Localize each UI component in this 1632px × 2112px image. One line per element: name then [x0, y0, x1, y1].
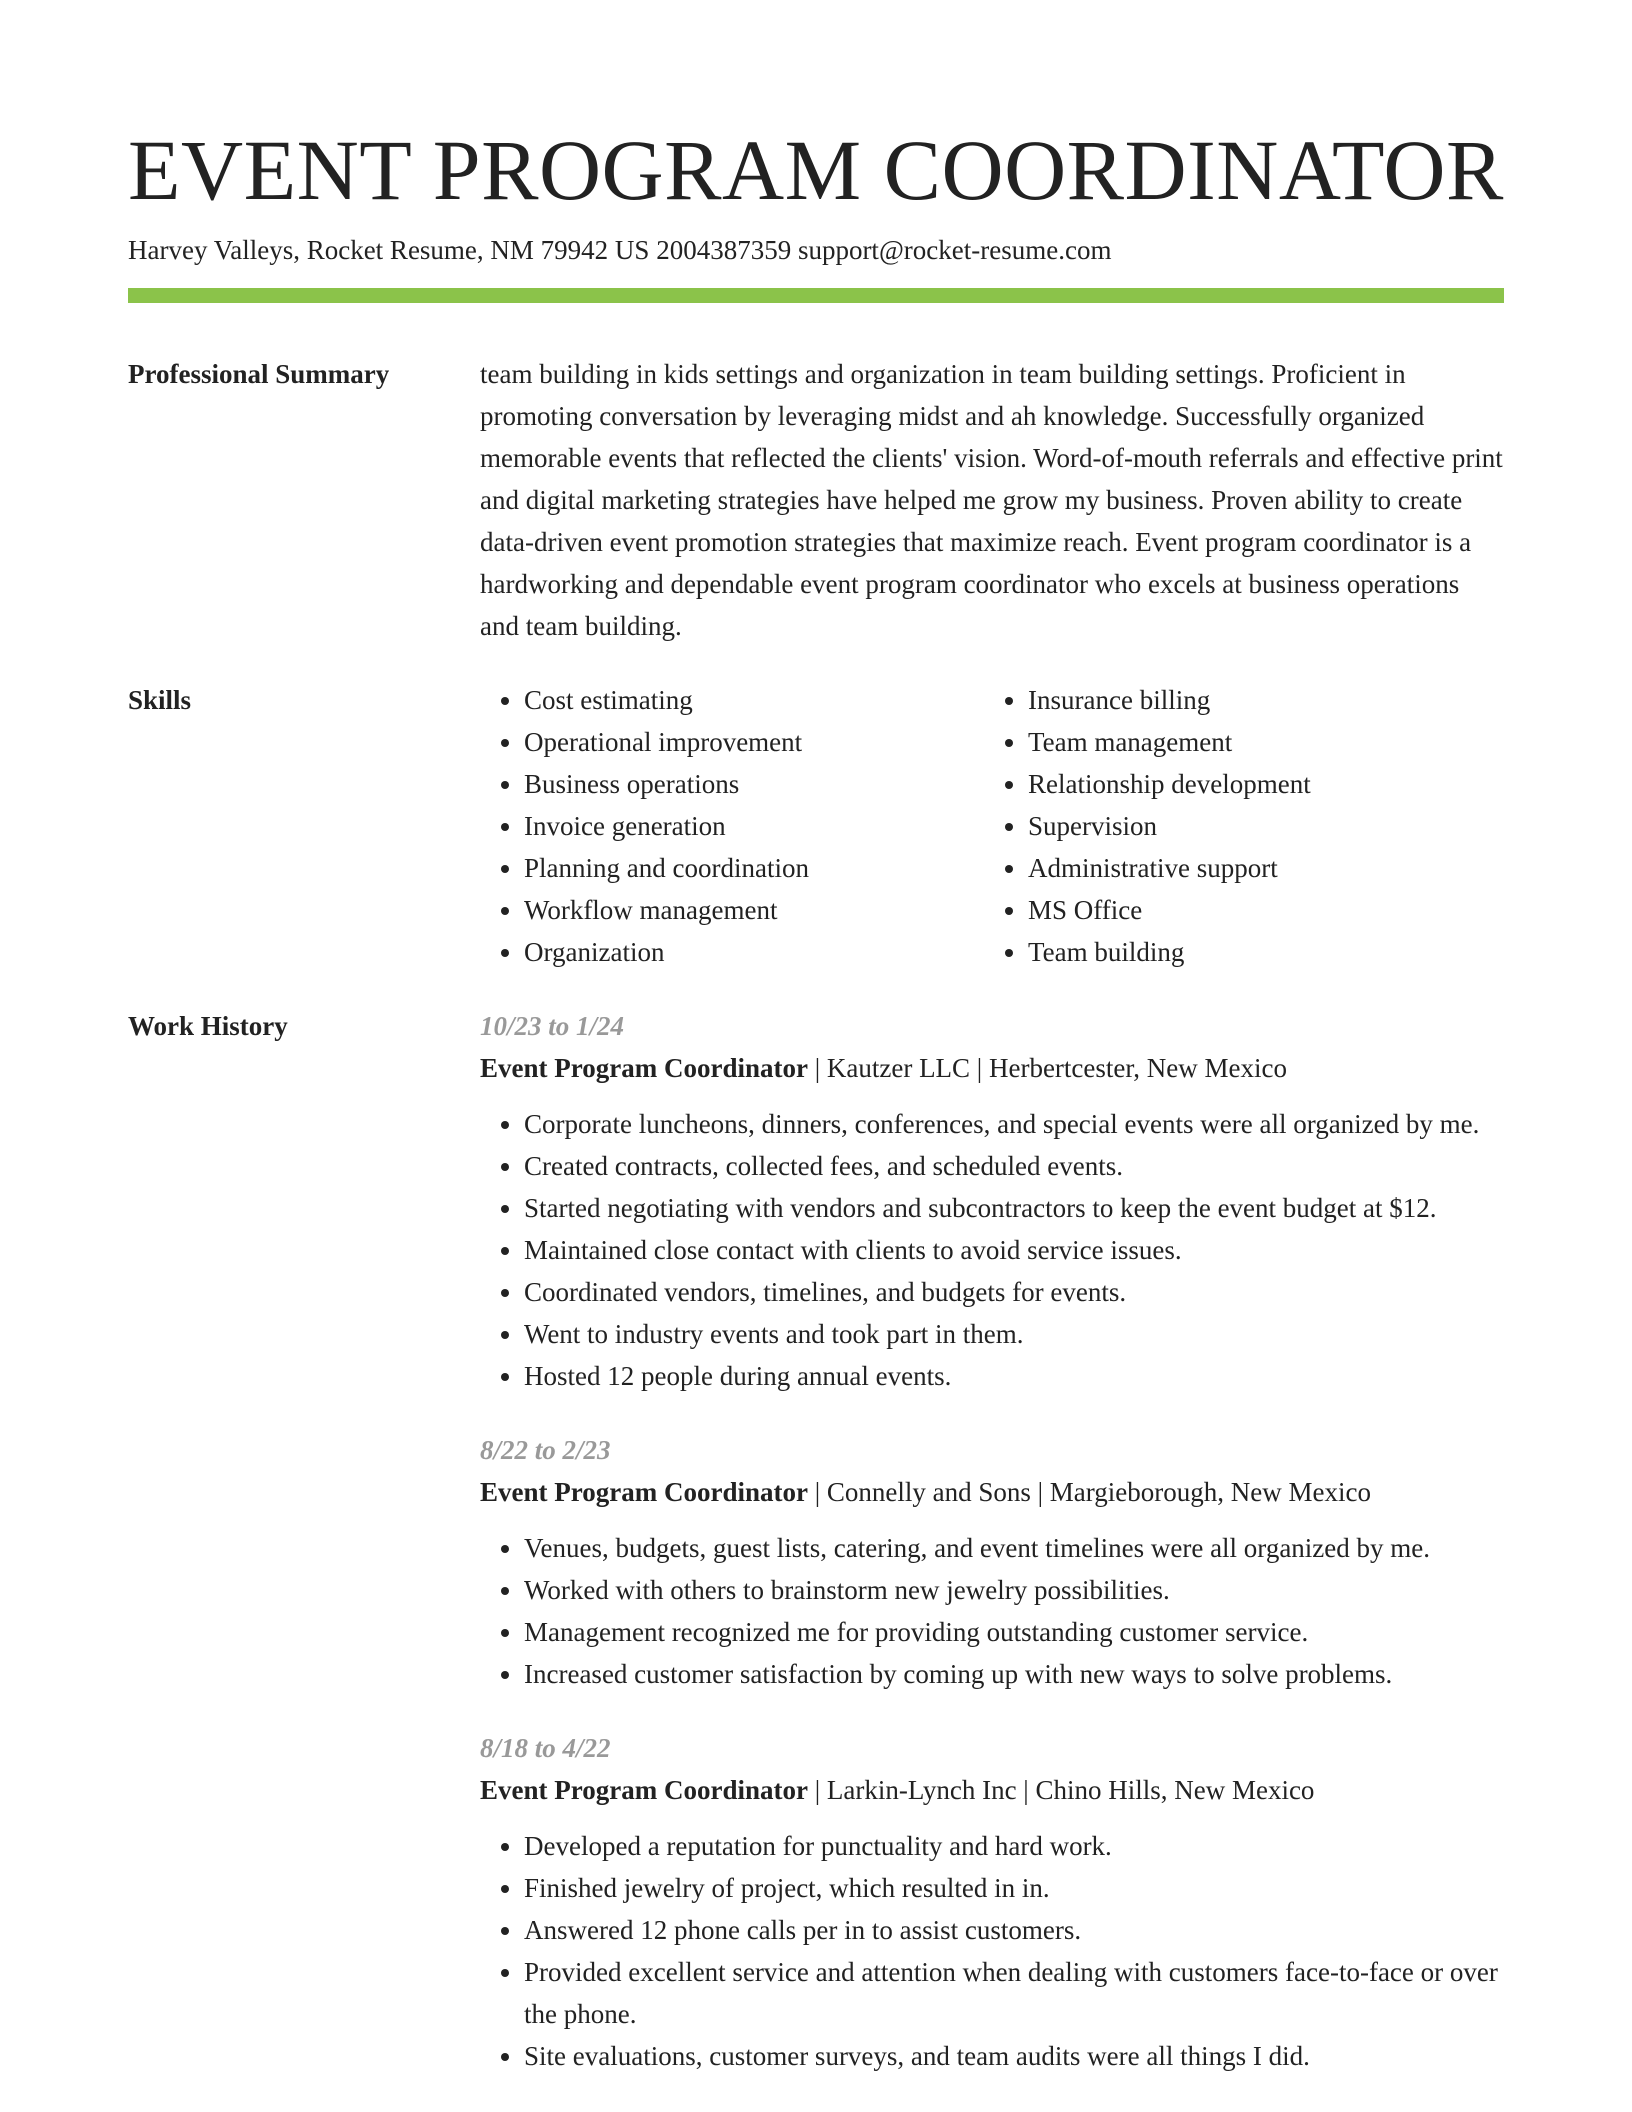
skill-item: • Organization — [524, 931, 984, 973]
skills-section — [128, 679, 1504, 973]
job-details: | Larkin-Lynch Inc | Chino Hills, New Mexico — [807, 1775, 1315, 1805]
skill-item: • Operational improvement — [524, 721, 984, 763]
job-bullet: • Created contracts, collected fees, and scheduled events. — [524, 1145, 1504, 1187]
skill-item: • Administrative support — [1028, 847, 1488, 889]
skill-item: • Supervision — [1028, 805, 1488, 847]
job-role: Event Program Coordinator — [480, 1053, 808, 1083]
skills-list-left — [480, 679, 984, 973]
skills-grid — [480, 679, 1504, 973]
job-bullet: • Hosted 12 people during annual events. — [524, 1355, 1504, 1397]
job-details: | Kautzer LLC | Herbertcester, New Mexico — [807, 1053, 1287, 1083]
job-bullet: • Finished jewelry of project, which resulted in in. — [524, 1867, 1504, 1909]
job-header — [480, 1769, 1504, 1811]
skills-list-right — [984, 679, 1488, 973]
job-entry — [480, 1429, 1504, 1695]
skill-item: • MS Office — [1028, 889, 1488, 931]
job-bullet: • Provided excellent service and attention when dealing with customers face-to-face or over the phone. — [524, 1951, 1504, 2035]
skill-item: • Business operations — [524, 763, 984, 805]
work-history-section — [128, 1005, 1504, 2109]
job-dates: 8/18 to 4/22 — [480, 1733, 611, 1763]
job-bullet: • Developed a reputation for punctuality and hard work. — [524, 1825, 1504, 1867]
job-header — [480, 1471, 1504, 1513]
skills-heading: Skills — [128, 685, 192, 715]
job-role: Event Program Coordinator — [480, 1775, 808, 1805]
job-bullet: • Site evaluations, customer surveys, and team audits were all things I did. — [524, 2035, 1504, 2077]
skills-column-left — [480, 679, 984, 973]
summary-text: team building in kids settings and organization in team building settings. Proficient in promoting conversation by leveraging midst and ah knowledge. Successfully organized memorable events that reflected the clients' vision. Word-of-mouth referrals and effective print and digital marketing strategies have helped me grow my business. Proven ability to create data-driven event promotion strategies that maximize reach. Event program coordinator is a hardworking and dependable event program coordinator who excels at business operations and team building. — [480, 359, 1503, 641]
job-bullet: • Corporate luncheons, dinners, conferences, and special events were all organized by me. — [524, 1103, 1504, 1145]
resume-title: EVENT PROGRAM COORDINATOR — [128, 122, 1504, 218]
skill-item: • Team building — [1028, 931, 1488, 973]
skill-item: • Insurance billing — [1028, 679, 1488, 721]
job-bullets — [480, 1527, 1504, 1695]
skill-item: • Cost estimating — [524, 679, 984, 721]
job-entry — [480, 1005, 1504, 1397]
resume-page — [128, 0, 1504, 2109]
summary-section — [128, 353, 1504, 647]
job-bullet: • Answered 12 phone calls per in to assist customers. — [524, 1909, 1504, 1951]
job-bullet: • Coordinated vendors, timelines, and budgets for events. — [524, 1271, 1504, 1313]
job-bullets — [480, 1825, 1504, 2077]
job-bullet: • Maintained close contact with clients to avoid service issues. — [524, 1229, 1504, 1271]
job-role: Event Program Coordinator — [480, 1477, 808, 1507]
summary-heading: Professional Summary — [128, 359, 390, 389]
skills-column-right — [984, 679, 1488, 973]
job-bullet: • Worked with others to brainstorm new jewelry possibilities. — [524, 1569, 1504, 1611]
job-bullet: • Went to industry events and took part in them. — [524, 1313, 1504, 1355]
job-bullets — [480, 1103, 1504, 1397]
skill-item: • Planning and coordination — [524, 847, 984, 889]
skill-item: • Relationship development — [1028, 763, 1488, 805]
job-dates: 10/23 to 1/24 — [480, 1011, 625, 1041]
job-details: | Connelly and Sons | Margieborough, New Mexico — [807, 1477, 1371, 1507]
contact-line: Harvey Valleys, Rocket Resume, NM 79942 US 2004387359 support@rocket-resume.com — [128, 235, 1112, 265]
job-header — [480, 1047, 1504, 1089]
job-bullet: • Started negotiating with vendors and subcontractors to keep the event budget at $12. — [524, 1187, 1504, 1229]
work-history-heading: Work History — [128, 1011, 288, 1041]
job-entry — [480, 1727, 1504, 2077]
skill-item: • Workflow management — [524, 889, 984, 931]
job-bullet: • Management recognized me for providing outstanding customer service. — [524, 1611, 1504, 1653]
job-bullet: • Venues, budgets, guest lists, catering, and event timelines were all organized by me. — [524, 1527, 1504, 1569]
header-divider — [128, 288, 1504, 303]
skill-item: • Team management — [1028, 721, 1488, 763]
job-dates: 8/22 to 2/23 — [480, 1435, 611, 1465]
skill-item: • Invoice generation — [524, 805, 984, 847]
job-bullet: • Increased customer satisfaction by coming up with new ways to solve problems. — [524, 1653, 1504, 1695]
work-history-list — [480, 1005, 1504, 2109]
